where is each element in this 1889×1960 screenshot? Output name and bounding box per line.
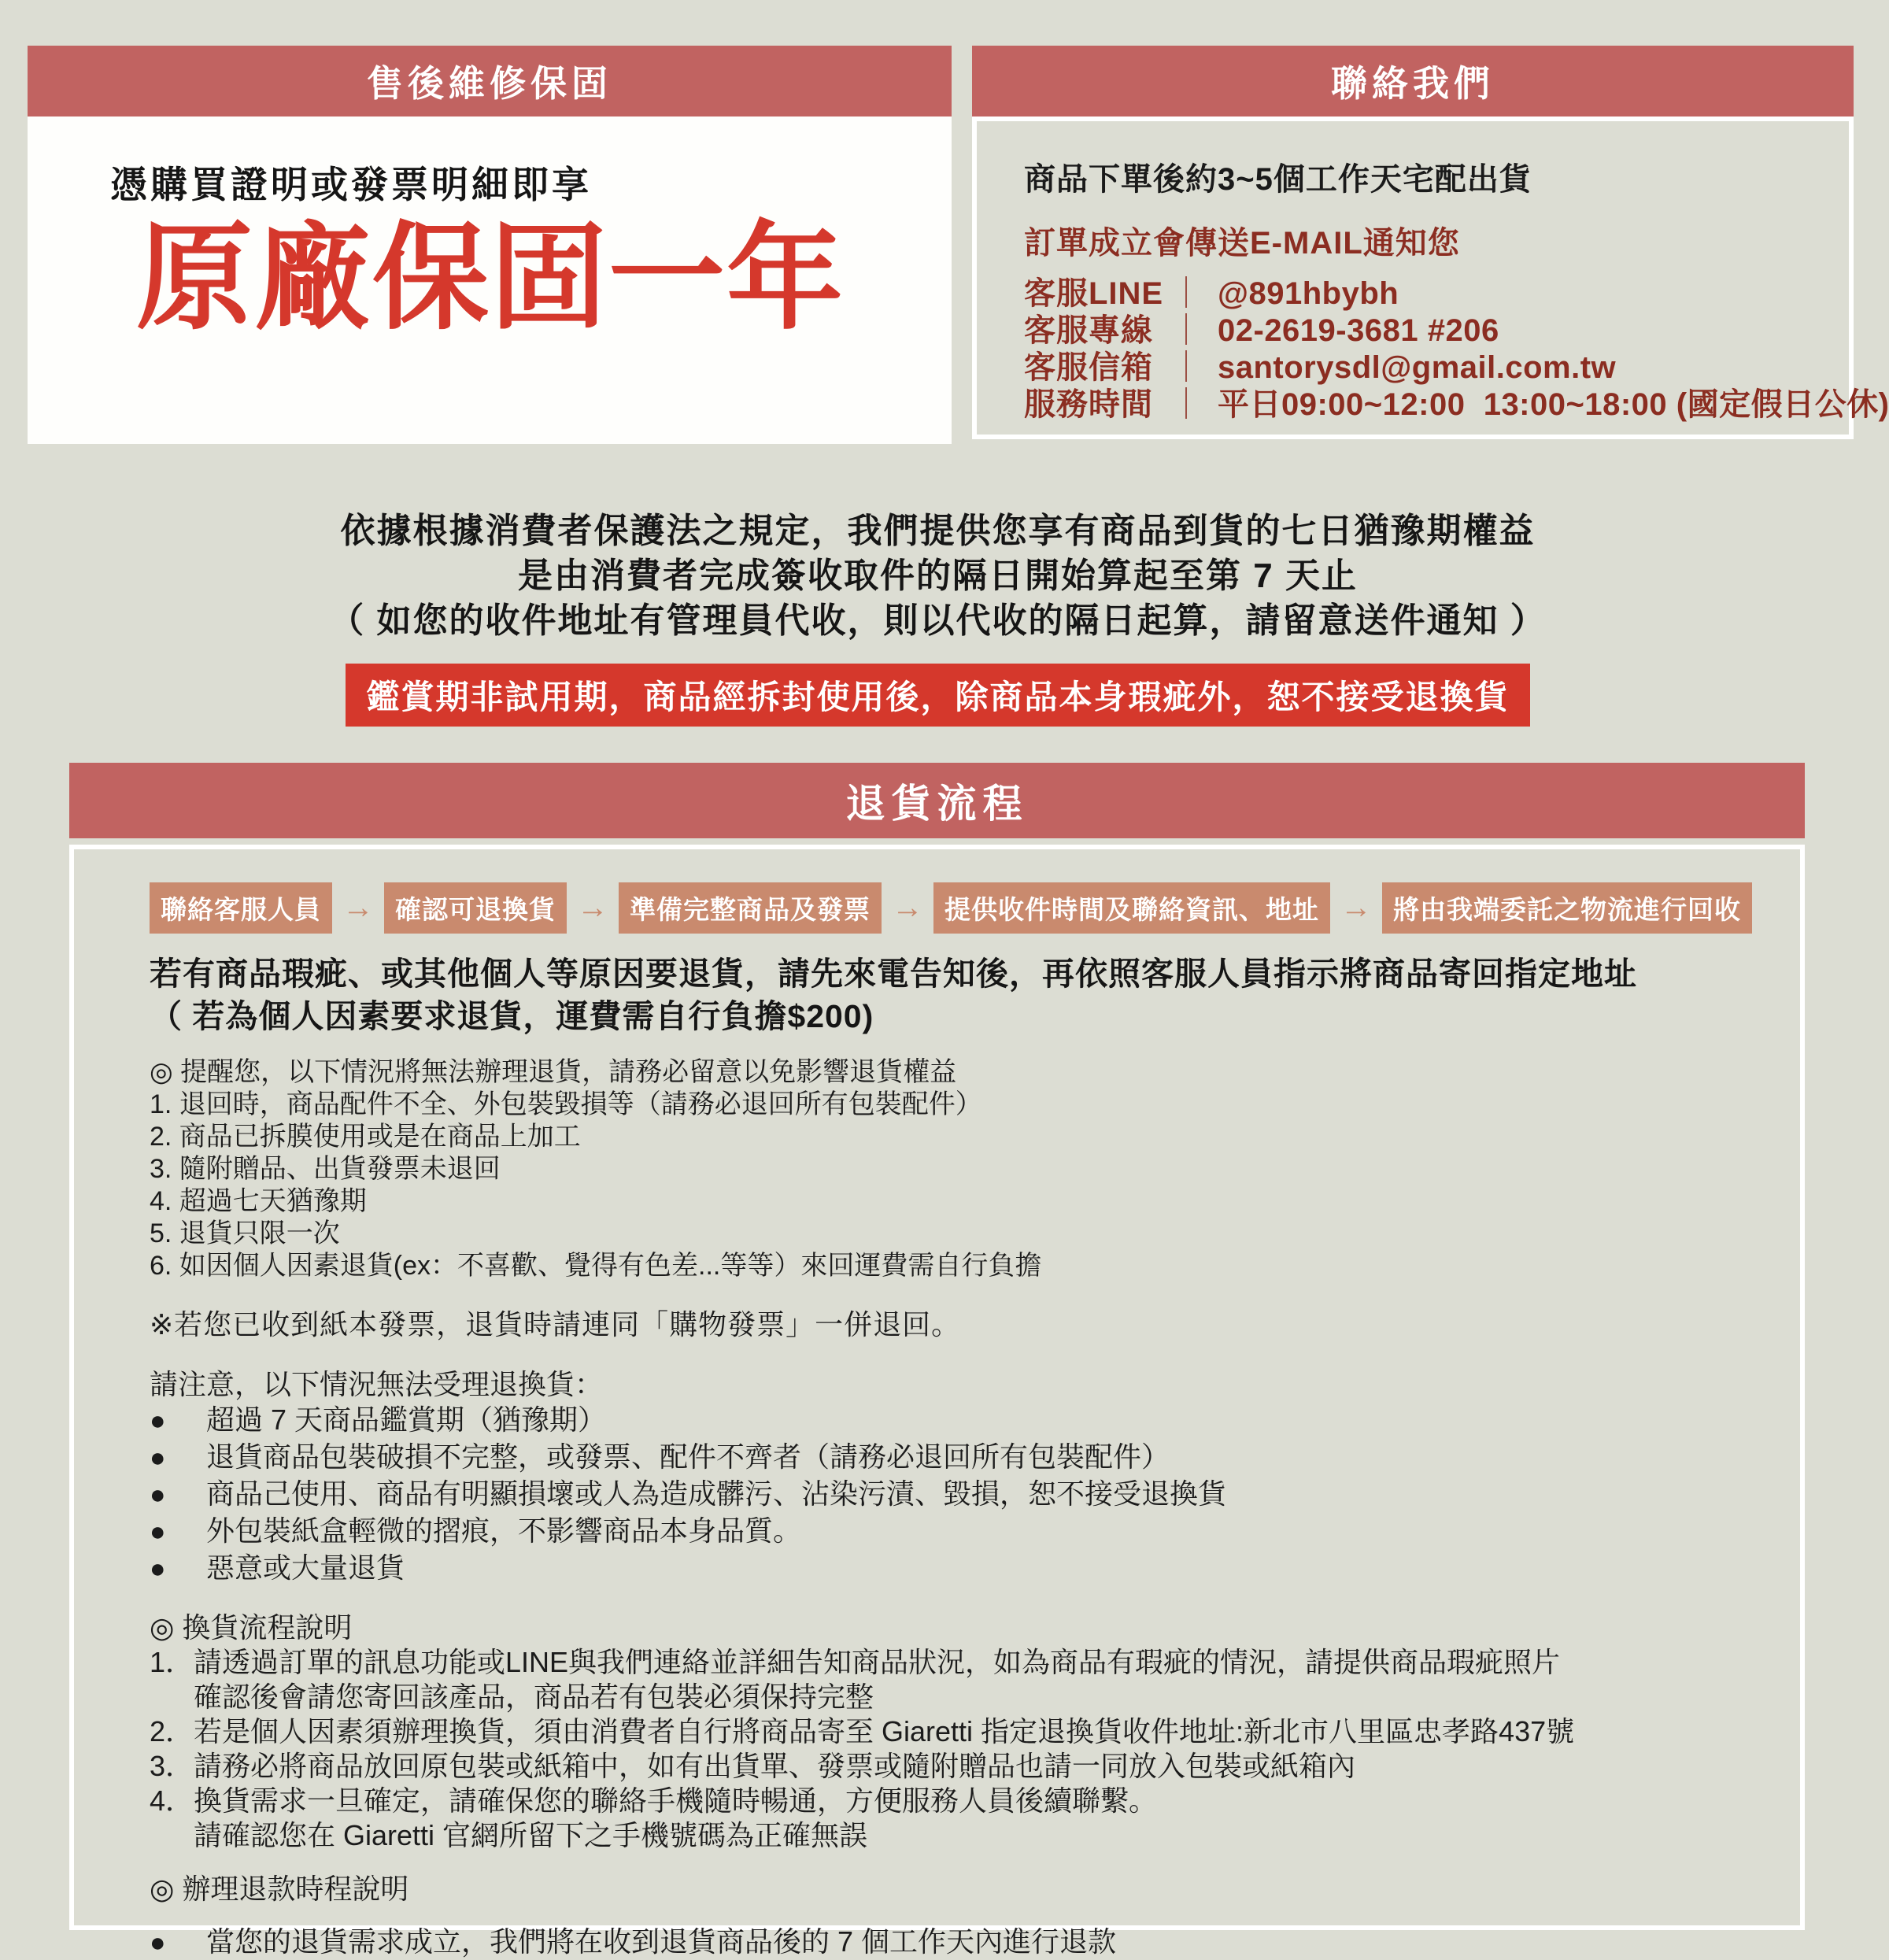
notice-item <box>150 1439 1769 1476</box>
contact-card-header: 聯絡我們 <box>972 46 1854 116</box>
notice-item-text: 超過 7 天商品鑑賞期（猶豫期） <box>206 1403 607 1436</box>
exchange-item: 2．若是個人因素須辦理換貨，須由消費者自行將商品寄至 Giaretti 指定退換貨收件地址:新北市八里區忠孝路437號 <box>150 1715 1575 1747</box>
shipping-note: 商品下單後約3~5個工作天宅配出貨 <box>1024 162 1532 197</box>
warranty-card <box>28 46 952 444</box>
notice-item <box>150 1513 1769 1550</box>
exchange-item-continuation: 確認後會請您寄回該產品，商品若有包裝必須保持完整 <box>194 1681 874 1713</box>
reminder-item: 3. 隨附贈品、出貨發票未退回 <box>150 1154 501 1184</box>
bullet-icon: ● <box>150 1443 166 1473</box>
arrow-right-icon: → <box>1340 890 1372 925</box>
email-note: 訂單成立會傳送E-MAIL通知您 <box>1024 226 1460 261</box>
contact-label: 客服LINE <box>1024 276 1164 311</box>
bullet-icon: ● <box>150 1406 166 1436</box>
return-process-body <box>69 845 1805 1958</box>
notice-item-text: 外包裝紙盒輕微的摺痕，不影響商品本身品質。 <box>206 1514 802 1547</box>
pipe-separator: ｜ <box>1170 313 1202 348</box>
notice-item-text: 退貨商品包裝破損不完整，或發票、配件不齊者（請務必退回所有包裝配件） <box>206 1440 1170 1473</box>
contact-row-email <box>1024 349 1833 386</box>
contact-card-body <box>972 116 1889 439</box>
refund-item <box>150 1920 1769 1960</box>
reminder-item: 6. 如因個人因素退貨(ex：不喜歡、覺得有色差...等等）來回運費需自行負擔 <box>150 1251 1042 1281</box>
bullet-icon: ● <box>150 1928 166 1958</box>
contact-card <box>972 46 1889 444</box>
exchange-item: 4．換貨需求一旦確定，請確保您的聯絡手機隨時暢通，方便服務人員後續聯繫。 <box>150 1784 1158 1817</box>
notice-item <box>150 1550 1769 1587</box>
arrow-right-icon: → <box>342 890 374 925</box>
pipe-separator: ｜ <box>1170 350 1202 385</box>
bullet-icon: ● <box>150 1554 166 1584</box>
return-intro <box>150 952 1769 1037</box>
reminder-item: 5. 退貨只限一次 <box>150 1219 340 1248</box>
notice-block <box>150 1366 1769 1587</box>
notice-item <box>150 1476 1769 1513</box>
exchange-title: ◎ 換貨流程說明 <box>150 1611 353 1644</box>
policy-intro-line: 依據根據消費者保護法之規定，我們提供您享有商品到貨的七日猶豫期權益 <box>340 512 1536 550</box>
contact-row-line <box>1024 276 1833 312</box>
top-row <box>0 0 1889 444</box>
reminder-item: 2. 商品已拆膜使用或是在商品上加工 <box>150 1122 581 1152</box>
return-process-header: 退貨流程 <box>69 763 1805 838</box>
contact-value: 平日09:00~12:00 13:00~18:00 (國定假日公休) <box>1218 387 1889 422</box>
invoice-note: ※若您已收到紙本發票，退貨時請連同「購物發票」一併退回。 <box>150 1308 961 1341</box>
refund-title: ◎ 辦理退款時程說明 <box>150 1873 409 1905</box>
warranty-card-header: 售後維修保固 <box>28 46 952 116</box>
bullet-icon: ● <box>150 1480 166 1510</box>
policy-intro <box>0 508 1876 727</box>
flow-step-prepare: 準備完整商品及發票 <box>619 882 882 934</box>
return-intro-line1: 若有商品瑕疵、或其他個人等原因要退貨，請先來電告知後，再依照客服人員指示將商品寄回指定地址 <box>150 956 1637 992</box>
reminder-item: 1. 退回時，商品配件不全、外包裝毀損等（請務必退回所有包裝配件） <box>150 1089 982 1119</box>
warranty-card-body <box>28 116 952 444</box>
warranty-subtitle: 憑購買證明或發票明細即享 <box>110 164 592 205</box>
contact-label: 客服信箱 <box>1024 350 1153 385</box>
bullet-icon: ● <box>150 1517 166 1547</box>
contact-value: 02-2619-3681 #206 <box>1218 313 1499 348</box>
reminder-title: ◎ 提醒您，以下情況將無法辦理退貨，請務必留意以免影響退貨權益 <box>150 1057 957 1087</box>
exchange-item-continuation: 請確認您在 Giaretti 官網所留下之手機號碼為正確無誤 <box>194 1819 868 1851</box>
exchange-item: 1．請透過訂單的訊息功能或LINE與我們連絡並詳細告知商品狀況，如為商品有瑕疵的情況，請提供商品瑕疵照片 <box>150 1646 1561 1678</box>
contact-label: 客服專線 <box>1024 313 1153 348</box>
exchange-block <box>150 1611 1769 1853</box>
contact-value: santorysdl@gmail.com.tw <box>1218 350 1617 385</box>
return-flow <box>150 882 1769 934</box>
pipe-separator: ｜ <box>1170 387 1202 422</box>
return-intro-line2: （ 若為個人因素要求退貨，運費需自行負擔$200) <box>150 998 874 1034</box>
policy-intro-line: 是由消費者完成簽收取件的隔日開始算起至第 7 天止 <box>518 557 1358 595</box>
notice-title: 請注意，以下情況無法受理退換貨： <box>150 1368 604 1400</box>
contact-label: 服務時間 <box>1024 387 1153 422</box>
pipe-separator: ｜ <box>1170 276 1202 311</box>
exchange-item: 3．請務必將商品放回原包裝或紙箱中，如有出貨單、發票或隨附贈品也請一同放入包裝或紙箱內 <box>150 1750 1356 1782</box>
flow-step-logistics: 將由我端委託之物流進行回收 <box>1382 882 1752 934</box>
flow-step-contact: 聯絡客服人員 <box>150 882 332 934</box>
reminder-block <box>150 1056 1769 1282</box>
contact-row-hours <box>1024 386 1889 423</box>
no-return-banner: 鑑賞期非試用期，商品經拆封使用後，除商品本身瑕疵外，恕不接受退換貨 <box>346 664 1529 727</box>
contact-row-phone <box>1024 312 1833 349</box>
reminder-item: 4. 超過七天猶豫期 <box>150 1186 367 1216</box>
warranty-headline: 原廠保固一年 <box>136 213 845 343</box>
arrow-right-icon: → <box>577 890 608 925</box>
contact-value: @891hbybh <box>1218 276 1399 311</box>
policy-intro-line: （ 如您的收件地址有管理員代收，則以代收的隔日起算，請留意送件通知 ） <box>329 601 1547 640</box>
notice-item <box>150 1402 1769 1439</box>
refund-item-text: 當您的退貨需求成立，我們將在收到退貨商品後的 7 個工作天內進行退款 <box>206 1925 1117 1958</box>
notice-item-text: 商品己使用、商品有明顯損壞或人為造成髒污、沾染污漬、毀損，恕不接受退換貨 <box>206 1477 1227 1510</box>
arrow-right-icon: → <box>892 890 923 925</box>
notice-item-text: 惡意或大量退貨 <box>206 1551 405 1584</box>
return-process-section <box>69 763 1805 1958</box>
flow-step-pickup-info: 提供收件時間及聯絡資訊、地址 <box>933 882 1330 934</box>
flow-step-confirm: 確認可退換貨 <box>384 882 567 934</box>
